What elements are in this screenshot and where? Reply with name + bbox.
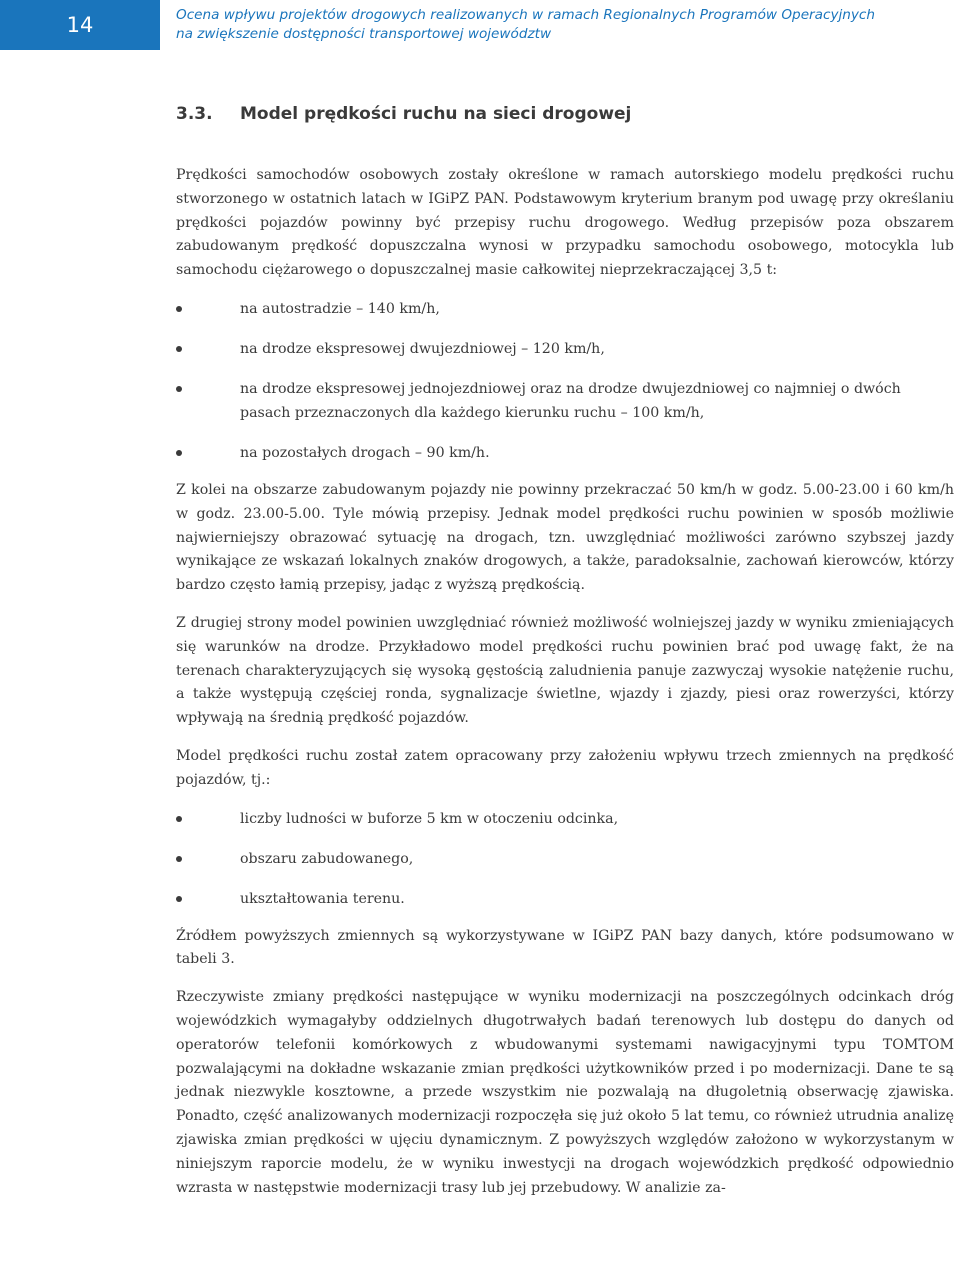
paragraph-4: Model prędkości ruchu został zatem opracowany przy założeniu wpływu trzech zmiennych na prędkość pojazdów, tj.: [176,747,954,788]
bullet-icon [176,386,182,392]
list-item-text: na drodze ekspresowej jednojezdniowej oraz na drodze dwujezdniowej co najmniej o dwóch pasach przeznaczonych dla każdego kierunku ruchu – 100 km/h, [240,380,901,421]
running-header-line-2: na zwiększenie dostępności transportowej województw [176,26,552,42]
paragraph-3: Z drugiej strony model powinien uwzględniać również możliwość wolniejszej jazdy w wyniku zmieniających się warunków na drodze. Przykładowo model prędkości ruchu powinien brać pod uwagę fakt, że na terenach charakteryzujących się wysoką gęstością zaludnienia panuje zazwyczaj wysokie natężenie ruchu, a także występują częściej ronda, sygnalizacje świetlne, wjazdy i zjazdy, piesi oraz rowerzyści, którzy wpływają na średnią prędkość pojazdów. [176,614,954,727]
page-number: 14 [0,0,160,50]
section-number: 3.3. [176,104,213,124]
list-item-text: obszaru zabudowanego, [240,850,414,867]
bullet-icon [176,896,182,902]
bullet-icon [176,450,182,456]
list-item-text: na pozostałych drogach – 90 km/h. [240,444,490,461]
paragraph-1: Prędkości samochodów osobowych zostały określone w ramach autorskiego modelu prędkości ruchu stworzonego w ostatnich latach w IGiPZ PAN. Podstawowym kryterium branym pod uwagę przy określaniu prędkości pojazdów powinny być przepisy ruchu drogowego. Według przepisów poza obszarem zabudowanym prędkość dopuszczalna wynosi w przypadku samochodu osobowego, motocykla lub samochodu ciężarowego o dopuszczalnej masie całkowitej nieprzekraczającej 3,5 t: [176,167,954,279]
list-item [176,337,954,361]
body-text [176,164,954,1214]
bullet-icon [176,816,182,822]
paragraph-2: Z kolei na obszarze zabudowanym pojazdy nie powinny przekraczać 50 km/h w godz. 5.00-23.00 i 60 km/h w godz. 23.00-5.00. Tyle mówią przepisy. Jednak model prędkości ruchu powinien w sposób możliwie najwierniejszy obrazować sytuację na drogach, tzn. uwzględniać możliwości zarówno szybszej jazdy wynikające ze wskazań lokalnych znaków drogowych, a także, paradoksalnie, zachowań kierowców, którzy bardzo często łamią przepisy, jadąc z wyższą prędkością. [176,481,954,594]
bullet-icon [176,856,182,862]
bullet-icon [176,306,182,312]
list-item-text: liczby ludności w buforze 5 km w otoczeniu odcinka, [240,810,619,827]
list-item [176,887,954,911]
list-item [176,297,954,321]
running-header-line-1: Ocena wpływu projektów drogowych realizowanych w ramach Regionalnych Programów Operacyjnych [176,7,876,23]
speed-limits-list [176,297,954,465]
list-item [176,807,954,831]
running-header [176,6,946,44]
list-item [176,441,954,465]
paragraph-5: Źródłem powyższych zmiennych są wykorzystywane w IGiPZ PAN bazy danych, które podsumowano w tabeli 3. [176,927,954,968]
list-item-text: na autostradzie – 140 km/h, [240,300,440,317]
section-title: Model prędkości ruchu na sieci drogowej [240,104,632,124]
paragraph-6: Rzeczywiste zmiany prędkości następujące w wyniku modernizacji na poszczególnych odcinkach dróg wojewódzkich wymagałyby oddzielnych długotrwałych badań terenowych lub dostępu do danych od operatorów telefonii komórkowych z wbudowanymi systemami nawigacyjnymi typu TOMTOM pozwalającymi na dokładne wskazanie zmian prędkości użytkowników przed i po modernizacji. Dane te są jednak niezwykle kosztowne, a przede wszystkim nie pozwalają na długoletnią obserwację zjawiska. Ponadto, część analizowanych modernizacji rozpoczęła się już około 5 lat temu, co również utrudnia analizę zjawiska zmian prędkości w ujęciu dynamicznym. Z powyższych względów założono w wykorzystanym w niniejszym raporcie modelu, że w wyniku inwestycji na drogach wojewódzkich prędkość odpowiednio wzrasta w następstwie modernizacji trasy lub jej przebudowy. W analizie za- [176,989,954,1196]
model-variables-list [176,807,954,911]
bullet-icon [176,346,182,352]
list-item [176,377,954,425]
list-item [176,847,954,871]
section-heading [176,104,631,124]
list-item-text: na drodze ekspresowej dwujezdniowej – 120 km/h, [240,340,605,357]
list-item-text: ukształtowania terenu. [240,890,405,907]
